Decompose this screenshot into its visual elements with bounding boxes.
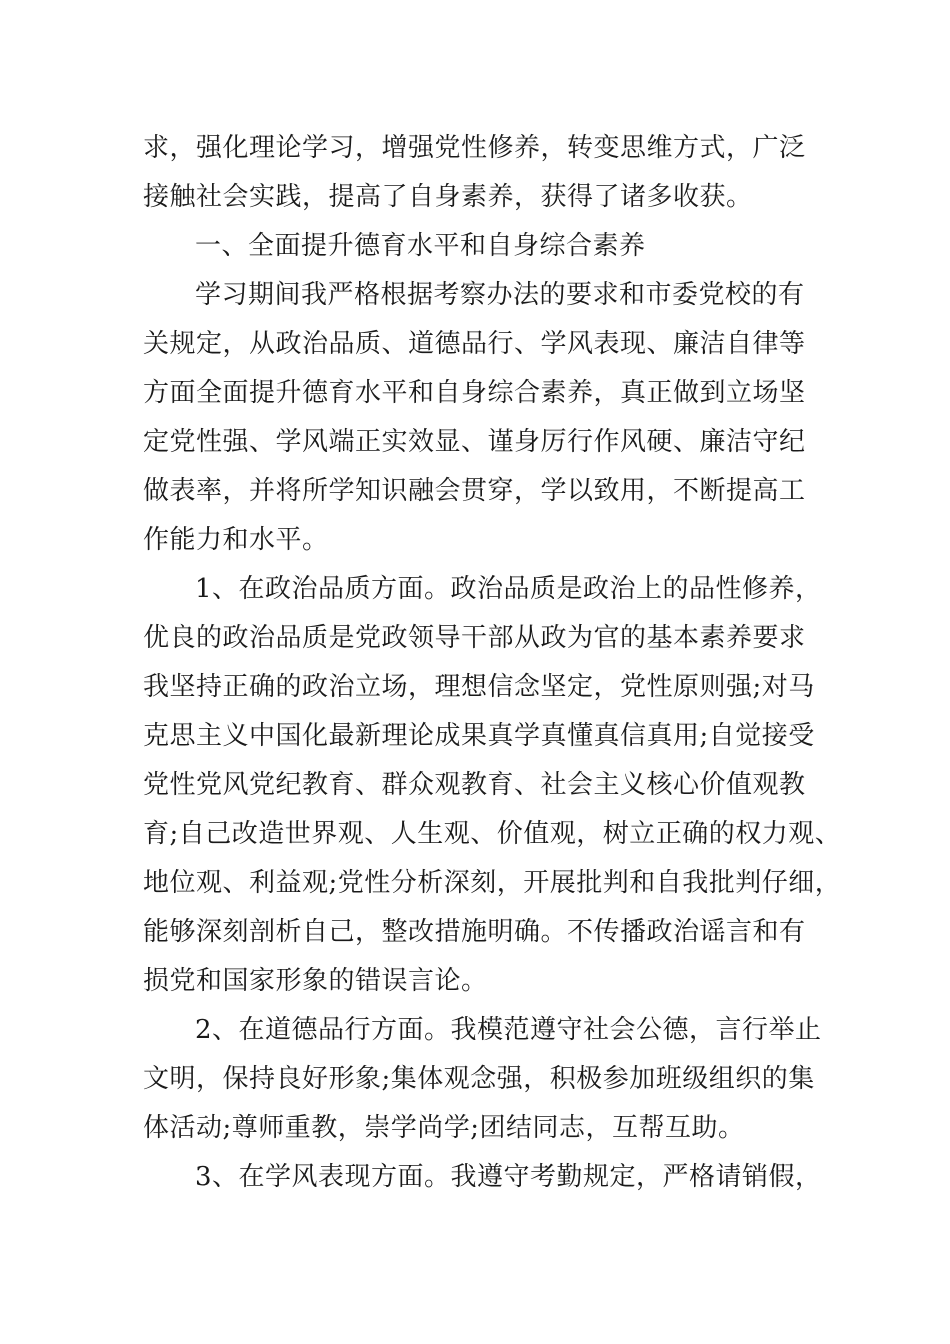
paragraph-political-quality [143, 565, 843, 1006]
text-line: 作能力和水平。 [143, 525, 329, 555]
text-line: 损党和国家形象的错误言论。 [143, 966, 488, 996]
text-line: 育;自己改造世界观、人生观、价值观，树立正确的权力观、 [143, 819, 842, 849]
text-line: 1、在政治品质方面。政治品质是政治上的品性修养， [195, 574, 822, 604]
text-line: 定党性强、学风端正实效显、谨身厉行作风硬、廉洁守纪 [143, 427, 806, 457]
paragraph-continuation [143, 124, 843, 222]
text-line: 2、在道德品行方面。我模范遵守社会公德，言行举止 [195, 1015, 822, 1045]
text-line: 方面全面提升德育水平和自身综合素养，真正做到立场坚 [143, 378, 806, 408]
section-heading [143, 222, 843, 271]
text-line: 体活动;尊师重教，崇学尚学;团结同志，互帮互助。 [143, 1113, 745, 1143]
text-line: 接触社会实践，提高了自身素养，获得了诸多收获。 [143, 182, 753, 212]
text-line: 文明，保持良好形象;集体观念强，积极参加班级组织的集 [143, 1064, 815, 1094]
text-line: 克思主义中国化最新理论成果真学真懂真信真用;自觉接受 [143, 721, 815, 751]
text-line: 求，强化理论学习，增强党性修养，转变思维方式，广泛 [143, 133, 806, 163]
paragraph-study-style [143, 1153, 843, 1202]
text-line: 关规定，从政治品质、道德品行、学风表现、廉洁自律等 [143, 329, 806, 359]
text-line: 做表率，并将所学知识融会贯穿，学以致用，不断提高工 [143, 476, 806, 506]
paragraph-study-period [143, 271, 843, 565]
heading-line: 一、全面提升德育水平和自身综合素养 [195, 231, 646, 261]
text-line: 地位观、利益观;党性分析深刻，开展批判和自我批判仔细， [143, 868, 842, 898]
text-line: 能够深刻剖析自己，整改措施明确。不传播政治谣言和有 [143, 917, 806, 947]
text-line: 优良的政治品质是党政领导干部从政为官的基本素养要求 [143, 623, 806, 653]
text-line: 我坚持正确的政治立场，理想信念坚定，党性原则强;对马 [143, 672, 815, 702]
document-body [143, 124, 843, 1202]
paragraph-moral-conduct [143, 1006, 843, 1153]
text-line: 学习期间我严格根据考察办法的要求和市委党校的有 [195, 280, 805, 310]
text-line: 党性党风党纪教育、群众观教育、社会主义核心价值观教 [143, 770, 806, 800]
text-line: 3、在学风表现方面。我遵守考勤规定，严格请销假， [195, 1162, 822, 1192]
